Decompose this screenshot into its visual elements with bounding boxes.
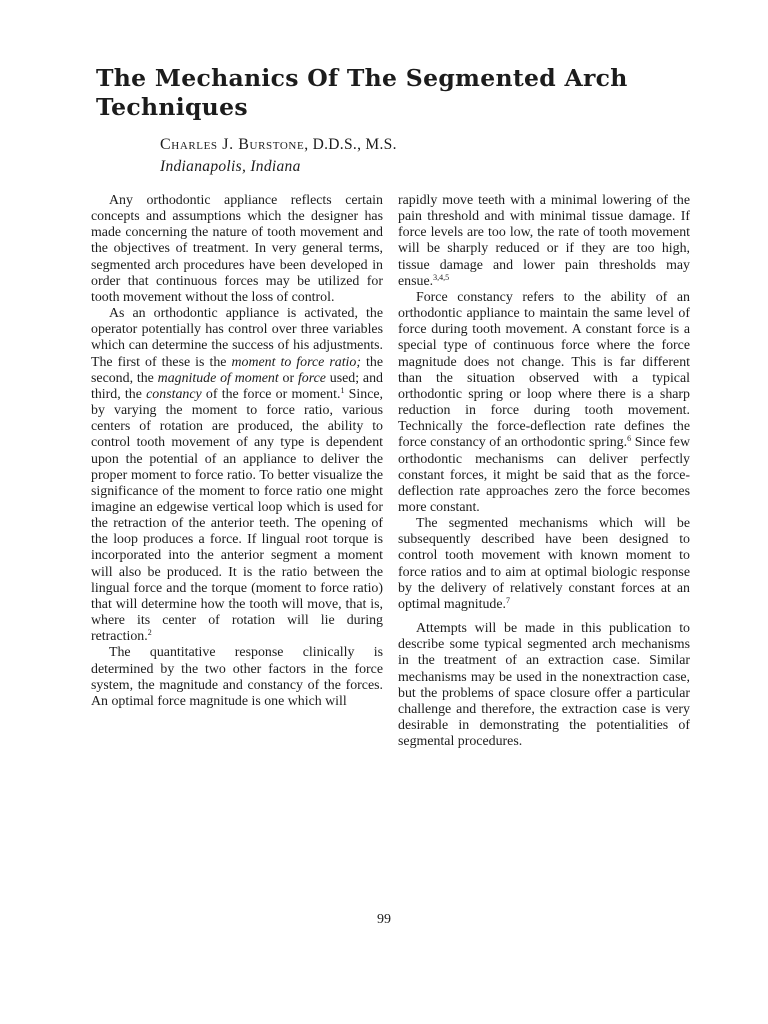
paragraph: Any orthodontic appliance reflects certain concepts and assumptions which the designer has made concerning the nature of tooth movement and the objectives of treatment. In very general terms, segmented arch procedures have been developed in order that continuous forces may be utilized for tooth movement without the loss of control.: [91, 193, 383, 305]
emphasis: magnitude of moment: [157, 370, 279, 386]
paragraph: Force constancy refers to the ability of an orthodontic appliance to maintain the same level of force during tooth movement. A constant force is a special type of continuous force where the force magnitude does not change. This is far different than the situation observed with a typical orthodontic spring or loop where there is a sharp reduction in force during tooth movement. Technically the force-deflection rate defines the force constancy of an orthodontic spring.$^6$ Since few orthodontic mechanisms can deliver perfectly constant forces, it might be said that as the force-deflection rate approaches zero the force becomes more constant.: [398, 289, 690, 515]
page-number: 99: [377, 912, 391, 927]
emphasis: force: [297, 370, 326, 386]
paragraph: The segmented mechanisms which will be subsequently described have been designed to control tooth movement with known moment to force ratios and to aim at optimal biologic response by the delivery of relatively constant forces at an optimal magnitude.$^7$: [398, 516, 690, 612]
citation-ref: 2: [147, 628, 152, 638]
author-affiliation: Indianapolis, Indiana: [160, 158, 301, 175]
author-degrees: , D.D.S., M.S.: [304, 136, 397, 153]
author-name: Charles J. Burstone: [160, 136, 305, 153]
paragraph: Attempts will be made in this publication to describe some typical segmented arch mechanisms in the treatment of an extraction case. Similar mechanisms may be used in the nonextraction case, but the problems of space closure offer a particular challenge and therefore, the extraction case is very desirable in demonstrating the potentialities of segmental procedures.: [398, 621, 690, 750]
paragraph: As an orthodontic appliance is activated, the operator potentially has control over three variables which can determine the success of his adjustments. The first of these is the moment to force ratio; the second, the magnitude of moment or force used; and third, the constancy of the force or moment.$^1$ Since, by varying the moment to force ratio, various centers of rotation are produced, the ability to control tooth movement of any type is dependent upon the potential of an appliance to deliver the proper moment to force ratio. To better visualize the significance of the moment to force ratio one might imagine an edgewise vertical loop which is used for the retraction of the anterior teeth. The opening of the loop produces a force. If lingual root torque is incorporated into the anterior segment a moment will also be produced. It is the ratio between the lingual force and the torque (moment to force ratio) that will determine how the tooth will move, that is, where its center of rotation will lie during retraction.$^2$: [91, 306, 384, 645]
paragraph: The quantitative response clinically is determined by the two other factors in the force system, the magnitude and constancy of the forces. An optimal force magnitude is one which will: [91, 645, 383, 709]
citation-ref: 6: [627, 434, 632, 444]
author-line: [160, 136, 397, 154]
emphasis: constancy: [146, 386, 202, 402]
paragraph: rapidly move teeth with a minimal lowering of the pain threshold and with minimal tissue damage. If force levels are too low, the rate of tooth movement will be sharply reduced or if they are too high, tissue damage and lower pain thresholds may ensue.$^{3,4,5}$: [398, 193, 690, 289]
citation-ref: 7: [506, 595, 511, 605]
article-title: The Mechanics Of The Segmented Arch Techniques: [96, 64, 628, 121]
emphasis: moment to force ratio;: [231, 354, 361, 370]
citation-ref: 1: [340, 385, 345, 395]
body-column-right: [398, 193, 690, 750]
citation-ref: 3,4,5: [433, 272, 450, 282]
body-column-left: [91, 193, 383, 710]
